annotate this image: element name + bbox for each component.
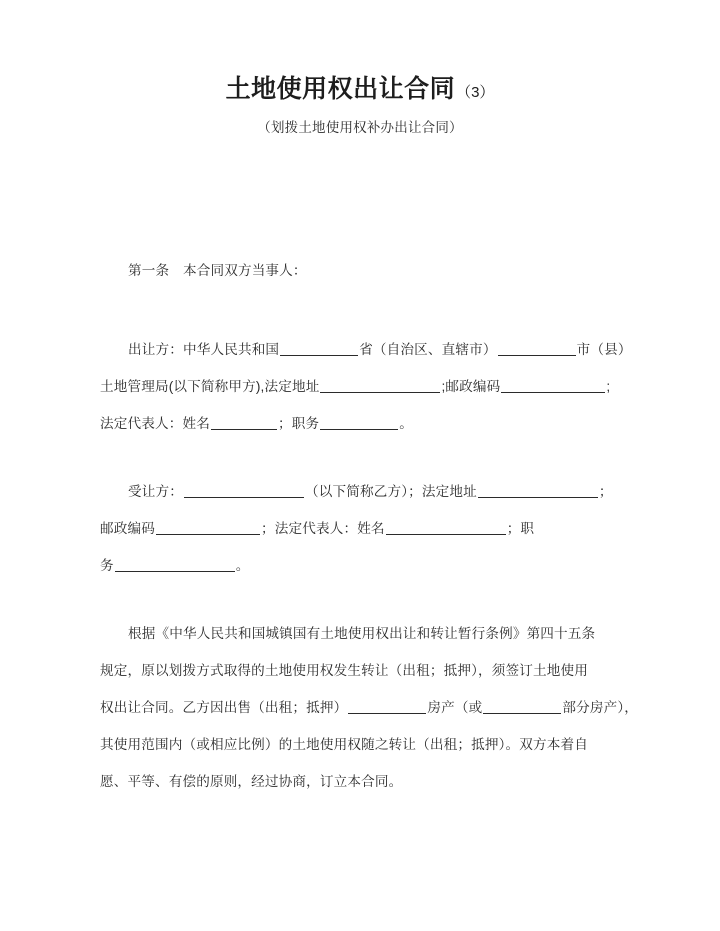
party-a-line1-text-c: 市（县） — [576, 342, 632, 357]
party-b-postcode-blank[interactable] — [156, 520, 260, 535]
party-b-line3-text-b: 。 — [235, 558, 250, 573]
party-a-line1-text-a: 出让方：中华人民共和国 — [128, 342, 280, 357]
article-one-heading-paragraph — [100, 252, 620, 289]
party-b-rep-name-blank[interactable] — [386, 520, 506, 535]
page-title-text: 土地使用权出让合同 — [225, 75, 456, 103]
party-b-line-3 — [100, 547, 620, 584]
party-b-paragraph — [100, 473, 620, 584]
city-blank[interactable] — [498, 341, 576, 356]
preamble-line-3 — [100, 689, 639, 726]
party-b-line1-text-a: 受让方： — [128, 484, 183, 499]
party-a-address-blank[interactable] — [320, 378, 440, 393]
preamble-line3-text-b: 房产（或 — [427, 700, 483, 715]
article-one-heading: 第一条 本合同双方当事人： — [128, 263, 307, 278]
party-a-line2-text-c: ; — [606, 379, 611, 394]
party-b-line1-text-b: （以下简称乙方）；法定地址 — [304, 484, 477, 499]
party-b-line2-text-a: 邮政编码 — [100, 521, 155, 536]
preamble-line-2: 规定，原以划拨方式取得的土地使用权发生转让（出租；抵押），须签订土地使用 — [100, 663, 588, 678]
party-b-rep-title-blank[interactable] — [115, 557, 235, 572]
province-blank[interactable] — [280, 341, 358, 356]
preamble-paragraph — [100, 615, 639, 800]
preamble-line-5: 愿、平等、有偿的原则，经过协商，订立本合同。 — [100, 774, 403, 789]
party-b-line-1 — [100, 473, 620, 510]
document-body — [100, 252, 639, 800]
party-a-line-2 — [100, 368, 620, 405]
party-b-name-blank[interactable] — [184, 483, 304, 498]
property-blank[interactable] — [348, 699, 426, 714]
page-title — [226, 74, 495, 105]
party-a-line1-text-b: 省（自治区、直辖市） — [359, 342, 497, 357]
partial-property-blank[interactable] — [483, 699, 561, 714]
party-b-address-blank[interactable] — [478, 483, 598, 498]
spacer — [100, 584, 620, 615]
spacer — [100, 442, 620, 473]
page-subtitle: （划拨土地使用权补办出让合同） — [257, 120, 463, 136]
party-b-line2-text-c: ；职 — [506, 521, 535, 536]
page-title-number: （3） — [456, 84, 495, 101]
party-a-postcode-blank[interactable] — [501, 378, 605, 393]
document-header — [0, 74, 720, 136]
preamble-line-4: 其使用范围内（或相应比例）的土地使用权随之转让（出租；抵押）。双方本着自 — [100, 737, 588, 752]
party-a-rep-name-blank[interactable] — [211, 415, 277, 430]
party-a-line3-text-c: 。 — [399, 416, 413, 431]
party-a-line2-text-a: 土地管理局(以下简称甲方),法定地址 — [100, 379, 320, 394]
party-b-line2-text-b: ；法定代表人：姓名 — [260, 521, 385, 536]
spacer — [100, 289, 620, 331]
party-a-line3-text-b: ；职务 — [277, 416, 320, 431]
preamble-line3-text-a: 权出让合同。乙方因出售（出租；抵押） — [100, 700, 348, 715]
party-a-line2-text-b: ;邮政编码 — [441, 379, 501, 394]
preamble-line-1: 根据《中华人民共和国城镇国有土地使用权出让和转让暂行条例》第四十五条 — [128, 626, 596, 641]
preamble-line3-text-c: 部分房产）， — [562, 700, 639, 715]
party-a-line3-text-a: 法定代表人：姓名 — [100, 416, 210, 431]
party-b-line-2 — [100, 510, 620, 547]
party-a-rep-title-blank[interactable] — [320, 415, 398, 430]
party-a-paragraph — [100, 331, 632, 442]
party-b-line1-text-c: ； — [598, 484, 613, 499]
party-a-line-1 — [100, 331, 632, 368]
party-b-line3-text-a: 务 — [100, 558, 114, 573]
party-a-line-3 — [100, 405, 620, 442]
